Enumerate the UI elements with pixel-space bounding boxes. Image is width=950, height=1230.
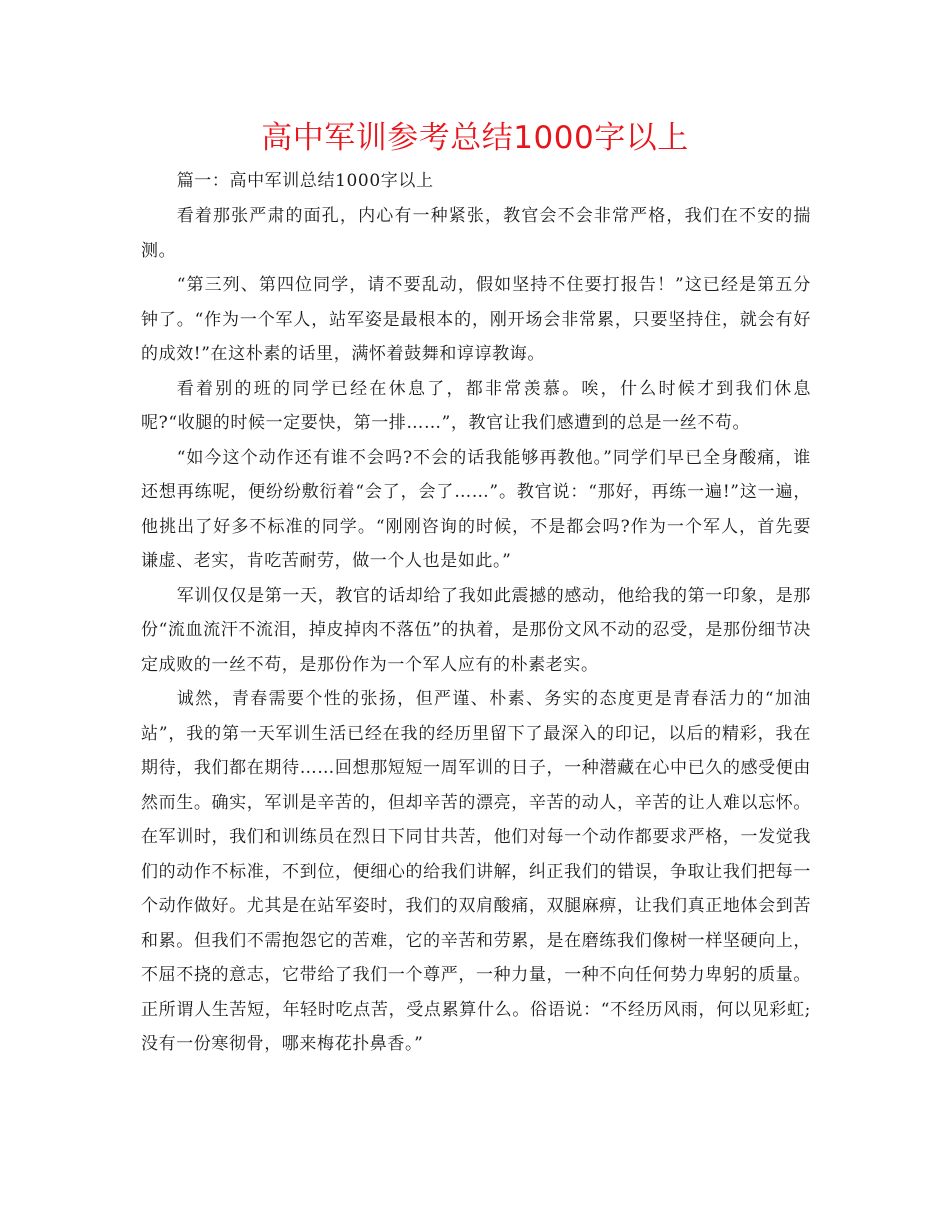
paragraph: 诚然，青春需要个性的张扬，但严谨、朴素、务实的态度更是青春活力的“加油站”，我的第一天军训生活已经在我的经历里留下了最深入的印记，以后的精彩，我在期待，我们都在期待……回想那短短一周军训的日子，一种潜藏在心中已久的感受便由然而生。确实，军训是辛苦的，但却辛苦的漂亮，辛苦的动人，辛苦的让人难以忘怀。在军训时，我们和训练员在烈日下同甘共苦，他们对每一个动作都要求严格，一发觉我们的动作不标准，不到位，便细心的给我们讲解，纠正我们的错误，争取让我们把每一个动作做好。尤其是在站军姿时，我们的双肩酸痛，双腿麻痹，让我们真正地体会到苦和累。但我们不需抱怨它的苦难，它的辛苦和劳累，是在磨练我们像树一样坚硬向上，不屈不挠的意志，它带给了我们一个尊严，一种力量，一种不向任何势力卑躬的质量。正所谓人生苦短，年轻时吃点苦，受点累算什么。俗语说：“不经历风雨，何以见彩虹;没有一份寒彻骨，哪来梅花扑鼻香。” bbox=[141, 689, 811, 1054]
paragraph: “如今这个动作还有谁不会吗?不会的话我能够再教他。”同学们早已全身酸痛，谁还想再练呢，便纷纷敷衍着“会了，会了……”。教官说：“那好，再练一遍!”这一遍，他挑出了好多不标准的同学。“刚刚咨询的时候，不是都会吗?作为一个军人，首先要谦虚、老实，肯吃苦耐劳，做一个人也是如此。” bbox=[141, 447, 811, 571]
document-body bbox=[141, 166, 811, 1062]
paragraph: 军训仅仅是第一天，教官的话却给了我如此震撼的感动，他给我的第一印象，是那份“流血流汗不流泪，掉皮掉肉不落伍”的执着，是那份文风不动的忍受，是那份细节决定成败的一丝不苟，是那份作为一个军人应有的朴素老实。 bbox=[141, 585, 811, 675]
section-heading: 篇一：高中军训总结1000字以上 bbox=[176, 171, 434, 191]
paragraph: 看着那张严肃的面孔，内心有一种紧张，教官会不会非常严格，我们在不安的揣测。 bbox=[141, 206, 811, 261]
paragraph: 看着别的班的同学已经在休息了，都非常羡慕。唉，什么时候才到我们休息呢?“收腿的时候一定要快，第一排……”，教官让我们感遭到的总是一丝不苟。 bbox=[141, 378, 811, 433]
document-title: 高中军训参考总结1000字以上 bbox=[261, 120, 689, 156]
paragraph: “第三列、第四位同学，请不要乱动，假如坚持不住要打报告！”这已经是第五分钟了。“作为一个军人，站军姿是最根本的，刚开场会非常累，只要坚持住，就会有好的成效!”在这朴素的话里，满怀着鼓舞和谆谆教诲。 bbox=[141, 275, 811, 364]
